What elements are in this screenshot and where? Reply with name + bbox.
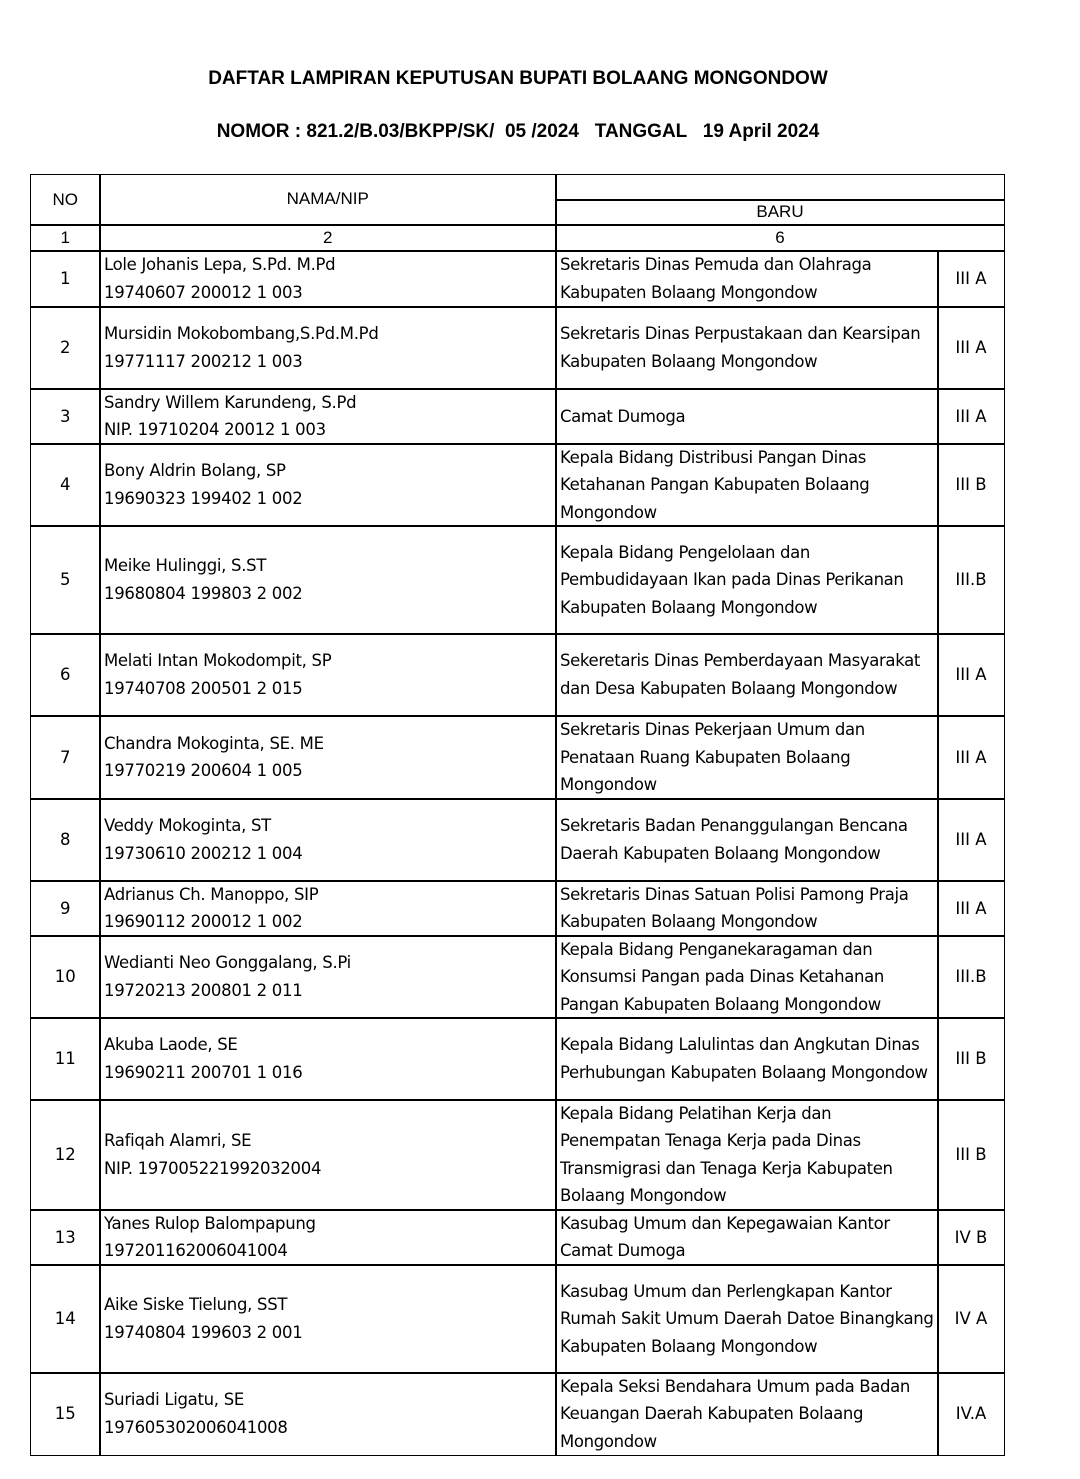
grade: III A — [955, 665, 987, 684]
row-nama-nip-cell — [99, 250, 557, 308]
employee-name: Meike Hulinggi, S.ST — [104, 556, 267, 576]
row-position-cell — [555, 250, 939, 308]
row-grade-cell — [937, 250, 1005, 308]
row-position-cell — [555, 715, 939, 800]
row-no-cell — [30, 388, 101, 445]
row-no: 15 — [54, 1404, 76, 1423]
row-no: 5 — [60, 570, 71, 589]
row-position-cell — [555, 935, 939, 1019]
new-position: Kepala Bidang Pengelolaan dan Pembudidayaan Ikan pada Dinas Perikanan Kabupaten Bolaang Mongondow — [560, 542, 904, 617]
grade: III A — [955, 898, 987, 918]
row-no: 4 — [60, 475, 71, 494]
header-baru — [555, 199, 1005, 226]
index-no — [30, 224, 101, 252]
index-nama-nip — [99, 224, 557, 252]
employee-nip: 19771117 200212 1 003 — [104, 351, 303, 371]
row-no: 11 — [54, 1049, 76, 1068]
header-baru-label: BARU — [756, 202, 804, 222]
row-no: 1 — [60, 269, 71, 288]
employee-name: Bony Aldrin Bolang, SP — [104, 461, 286, 481]
new-position: Kepala Seksi Bendahara Umum pada Badan Keuangan Daerah Kabupaten Bolaang Mongondow — [560, 1376, 911, 1451]
row-nama-nip-cell — [99, 306, 557, 390]
row-no-cell — [30, 443, 101, 527]
row-nama-nip-cell — [99, 1017, 557, 1101]
grade: III A — [955, 338, 987, 357]
row-no: 10 — [54, 967, 76, 986]
new-position: Camat Dumoga — [560, 406, 686, 426]
row-no-cell — [30, 1372, 101, 1456]
row-nama-nip-cell — [99, 935, 557, 1019]
row-no-cell — [30, 715, 101, 800]
employee-nip: 19730610 200212 1 004 — [104, 843, 303, 863]
row-no-cell — [30, 250, 101, 308]
row-position-cell — [555, 633, 939, 717]
employee-name: Wedianti Neo Gonggalang, S.Pi — [104, 953, 351, 973]
document-subtitle: NOMOR : 821.2/B.03/BKPP/SK/ 05 /2024 TANGGAL 19 April 2024 — [216, 121, 820, 142]
new-position: Kepala Bidang Distribusi Pangan Dinas Ketahanan Pangan Kabupaten Bolaang Mongondow — [560, 447, 870, 522]
row-no-cell — [30, 306, 101, 390]
new-position: Kepala Bidang Lalulintas dan Angkutan Dinas Perhubungan Kabupaten Bolaang Mongondow — [560, 1035, 928, 1082]
row-grade-cell — [937, 935, 1005, 1019]
grade: III B — [955, 1049, 987, 1068]
row-grade-cell — [937, 443, 1005, 527]
index-baru — [555, 224, 1005, 252]
row-nama-nip-cell — [99, 1099, 557, 1211]
new-position: Sekretaris Dinas Perpustakaan dan Kearsipan Kabupaten Bolaang Mongondow — [560, 324, 921, 371]
row-position-cell — [555, 388, 939, 445]
row-position-cell — [555, 306, 939, 390]
row-grade-cell — [937, 1209, 1005, 1266]
row-position-cell — [555, 1099, 939, 1211]
row-position-cell — [555, 1264, 939, 1374]
employee-nip: NIP. 197005221992032004 — [104, 1158, 322, 1178]
grade: IV A — [954, 1309, 988, 1328]
row-position-cell — [555, 1372, 939, 1456]
employee-name: Yanes Rulop Balompapung — [104, 1213, 316, 1233]
row-no: 9 — [60, 898, 71, 918]
employee-nip: 19680804 199803 2 002 — [104, 583, 303, 603]
employee-nip: 19720213 200801 2 011 — [104, 980, 303, 1000]
grade: III.B — [955, 967, 987, 986]
row-grade-cell — [937, 1017, 1005, 1101]
employee-name: Rafiqah Alamri, SE — [104, 1131, 252, 1151]
grade: III B — [955, 475, 987, 494]
row-no: 2 — [60, 338, 71, 357]
new-position: Sekretaris Dinas Pemuda dan Olahraga Kabupaten Bolaang Mongondow — [560, 255, 872, 302]
row-nama-nip-cell — [99, 1209, 557, 1266]
row-grade-cell — [937, 798, 1005, 882]
row-nama-nip-cell — [99, 443, 557, 527]
row-nama-nip-cell — [99, 1264, 557, 1374]
row-no: 8 — [60, 830, 71, 849]
grade: III A — [955, 830, 987, 849]
row-position-cell — [555, 1209, 939, 1266]
employee-name: Adrianus Ch. Manoppo, SIP — [104, 884, 319, 904]
header-nama-nip-label: NAMA/NIP — [286, 189, 369, 208]
employee-nip: 19690323 199402 1 002 — [104, 488, 303, 508]
row-nama-nip-cell — [99, 633, 557, 717]
new-position: Kasubag Umum dan Kepegawaian Kantor Camat Dumoga — [560, 1213, 890, 1261]
row-position-cell — [555, 443, 939, 527]
row-grade-cell — [937, 1099, 1005, 1211]
row-grade-cell — [937, 715, 1005, 800]
row-grade-cell — [937, 633, 1005, 717]
employee-name: Veddy Mokoginta, ST — [104, 816, 271, 836]
new-position: Kepala Bidang Penganekaragaman dan Konsumsi Pangan pada Dinas Ketahanan Pangan Kabupaten Bolaang Mongondow — [560, 939, 885, 1014]
employee-nip: 19690112 200012 1 002 — [104, 912, 303, 932]
new-position: Sekretaris Dinas Satuan Polisi Pamong Praja Kabupaten Bolaang Mongondow — [560, 884, 909, 932]
row-no: 7 — [60, 747, 71, 767]
row-nama-nip-cell — [99, 1372, 557, 1456]
grade: III A — [955, 747, 987, 767]
row-no-cell — [30, 798, 101, 882]
grade: IV.A — [955, 1404, 987, 1423]
header-no-label: NO — [52, 189, 78, 209]
employee-nip: 197201162006041004 — [104, 1241, 288, 1261]
employee-name: Melati Intan Mokodompit, SP — [104, 651, 332, 671]
new-position: Sekretaris Badan Penanggulangan Bencana Daerah Kabupaten Bolaang Mongondow — [560, 816, 908, 863]
row-position-cell — [555, 1017, 939, 1101]
employee-name: Aike Siske Tielung, SST — [104, 1295, 288, 1315]
employee-name: Akuba Laode, SE — [104, 1035, 238, 1055]
row-position-cell — [555, 798, 939, 882]
header-no — [30, 174, 101, 226]
index-no-label: 1 — [60, 227, 70, 247]
employee-nip: 197605302006041008 — [104, 1417, 288, 1437]
employee-nip: NIP. 19710204 20012 1 003 — [104, 420, 326, 440]
row-no-cell — [30, 1017, 101, 1101]
row-no-cell — [30, 1099, 101, 1211]
index-baru-label: 6 — [775, 227, 785, 247]
row-position-cell — [555, 880, 939, 937]
employee-name: Chandra Mokoginta, SE. ME — [104, 733, 324, 753]
row-no: 14 — [54, 1309, 76, 1328]
employee-nip: 19740804 199603 2 001 — [104, 1322, 303, 1342]
row-nama-nip-cell — [99, 715, 557, 800]
new-position: Sekeretaris Dinas Pemberdayaan Masyarakat dan Desa Kabupaten Bolaang Mongondow — [560, 651, 920, 698]
row-no-cell — [30, 880, 101, 937]
employee-name: Mursidin Mokobombang,S.Pd.M.Pd — [104, 324, 379, 344]
grade: III B — [955, 1145, 987, 1164]
row-nama-nip-cell — [99, 388, 557, 445]
row-nama-nip-cell — [99, 525, 557, 635]
header-group-top — [555, 174, 1005, 201]
employee-nip: 19740607 200012 1 003 — [104, 282, 303, 302]
row-no-cell — [30, 1209, 101, 1266]
index-nama-nip-label: 2 — [323, 227, 333, 247]
row-grade-cell — [937, 388, 1005, 445]
row-no: 6 — [60, 665, 71, 684]
row-grade-cell — [937, 525, 1005, 635]
employee-nip: 19740708 200501 2 015 — [104, 678, 303, 698]
row-no: 3 — [60, 406, 71, 426]
grade: III A — [955, 269, 987, 288]
row-no-cell — [30, 633, 101, 717]
row-grade-cell — [937, 1264, 1005, 1374]
row-grade-cell — [937, 306, 1005, 390]
employee-nip: 19690211 200701 1 016 — [104, 1062, 303, 1082]
employee-nip: 19770219 200604 1 005 — [104, 761, 303, 781]
new-position: Kasubag Umum dan Perlengkapan Kantor Rumah Sakit Umum Daerah Datoe Binangkang Kabupaten Bolaang Mongondow — [560, 1281, 934, 1356]
row-no: 13 — [54, 1227, 76, 1247]
grade: III.B — [955, 570, 987, 589]
employee-name: Sandry Willem Karundeng, S.Pd — [104, 392, 357, 412]
grade: IV B — [954, 1227, 988, 1247]
row-no-cell — [30, 935, 101, 1019]
header-nama-nip — [99, 174, 557, 226]
employee-name: Suriadi Ligatu, SE — [104, 1390, 244, 1410]
row-nama-nip-cell — [99, 798, 557, 882]
employee-name: Lole Johanis Lepa, S.Pd. M.Pd — [104, 255, 336, 275]
row-no: 12 — [54, 1145, 76, 1164]
row-position-cell — [555, 525, 939, 635]
row-grade-cell — [937, 880, 1005, 937]
row-no-cell — [30, 525, 101, 635]
row-grade-cell — [937, 1372, 1005, 1456]
row-nama-nip-cell — [99, 880, 557, 937]
document-title: DAFTAR LAMPIRAN KEPUTUSAN BUPATI BOLAANG MONGONDOW — [208, 68, 828, 89]
row-no-cell — [30, 1264, 101, 1374]
new-position: Kepala Bidang Pelatihan Kerja dan Penempatan Tenaga Kerja pada Dinas Transmigrasi dan Tenaga Kerja Kabupaten Bolaang Mongondow — [560, 1103, 893, 1206]
new-position: Sekretaris Dinas Pekerjaan Umum dan Penataan Ruang Kabupaten Bolaang Mongondow — [560, 720, 865, 794]
grade: III A — [955, 406, 987, 426]
